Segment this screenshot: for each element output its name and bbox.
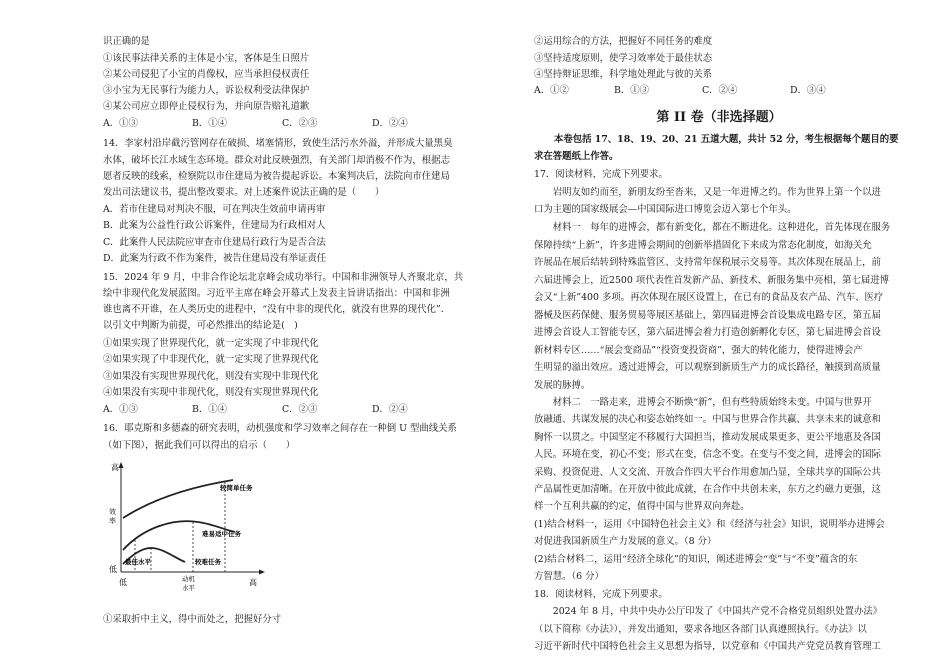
q17-text: 放融通、共谋发展的决心和姿态始终如一。中国与世界合作共赢、共享未来的诚意和 — [534, 414, 881, 425]
intro-line: 本卷包括 17、18、19、20、21 五道大题，共计 52 分，考生根据每个题目的要 — [554, 134, 899, 145]
q18-text: 2024 年 8 月，中共中央办公厅印发了《中国共产党不合格党员组织处置办法》 — [534, 606, 883, 617]
q17-text: 采购、投资促进、人文交流、开放合作四大平台作用愈加凸显，全球共享的国际公共 — [534, 467, 881, 478]
option-c: C．②③ — [282, 118, 318, 129]
y-top-label: 高 — [111, 463, 119, 472]
q17-text: 发展的脉搏。 — [534, 380, 591, 391]
q14-option: C．此案件人民法院应审查市住建局行政行为是否合法 — [103, 237, 326, 248]
option-d: D．②④ — [372, 118, 408, 129]
text-line: ②某公司侵犯了小宝的肖像权，应当承担侵权责任 — [103, 69, 310, 80]
curve-simple-label: 较简单任务 — [220, 484, 253, 492]
y-axis-arrow — [119, 462, 124, 468]
q17-subquestion: (2)结合材料二，运用“经济全球化”的知识，阐述进博会“变”与“不变”蕴含的东 — [534, 554, 858, 565]
q14-line: 14．李家村沿岸截污管网存在破损、堵塞情形，致使生活污水外溢，并形成大量黑臭 — [103, 138, 453, 149]
q15-line: 以引文中判断为前提，可必然推出的结论是( ) — [103, 320, 298, 331]
text-line: ①该民事法律关系的主体是小宝，客体是生日照片 — [103, 53, 310, 64]
q16-line: 16．耶克斯和多德森的研究表明，动机强度和学习效率之间存在一种倒 U 型曲线关系 — [103, 423, 457, 434]
curve-hard-label: 较难任务 — [195, 558, 221, 566]
q17-text: 材料一 每年的进博会，都有新变化，都在不断进化。这种进化，首先体现在服务 — [534, 222, 891, 233]
option-a: A．①③ — [103, 118, 138, 129]
x-left-label: 低 — [119, 578, 127, 587]
option-c: C．②④ — [702, 85, 738, 96]
q15-line: ①如果实现了世界现代化，就一定实现了中非现代化 — [103, 338, 319, 349]
yerkes-dodson-figure — [103, 460, 273, 595]
text-line: ②运用综合的方法，把握好不同任务的难度 — [534, 36, 713, 47]
option-a: A．①② — [534, 85, 569, 96]
curve-medium-label: 难易适中任务 — [202, 530, 241, 538]
q17-text: 样一个互利共赢的约定，值得中国与世界双向奔赴。 — [534, 501, 750, 512]
q15-line: ④如果没有实现中非现代化，则没有实现世界现代化 — [103, 387, 319, 398]
optimal-label: 最佳水平 — [125, 558, 151, 566]
y-axis-label: 效 — [109, 508, 116, 516]
q15-line: 15．2024 年 9 月，中非合作论坛北京峰会成功举行。中国和非洲领导人齐聚北京，共 — [103, 272, 464, 283]
q15-line: ③如果没有实现世界现代化，则没有实现中非现代化 — [103, 371, 319, 382]
text-line: ④坚持辩证思维，科学地处理此与彼的关系 — [534, 69, 713, 80]
curve-simple-task — [123, 480, 233, 518]
q17-subquestion: (1)结合材料一，运用《中国特色社会主义》和《经济与社会》知识，说明举办进博会 — [534, 519, 885, 530]
q17-text: 新材料专区……“展会变商品”“投资变投资商”，强大的转化能力，使得进博会产 — [534, 345, 863, 356]
q15-line: 谁也离不开谁，在人类历史的进程中，“没有中非的现代化，就没有世界的现代化”． — [103, 304, 451, 315]
q17-subquestion: 对促进我国新质生产力发展的意义。（8 分） — [534, 536, 717, 547]
q16-line: （如下图），据此我们可以得出的启示（ ） — [103, 440, 296, 451]
q13-options — [103, 118, 473, 130]
q15-options — [103, 404, 473, 416]
x-axis-arrow — [259, 570, 265, 575]
q14-line: 发出司法建议书，提出整改要求。对上述案件说法正确的是（ ） — [103, 187, 385, 198]
q17-subquestion: 方智慧。（6 分） — [534, 571, 604, 582]
text-line: 识正确的是 — [103, 36, 150, 47]
option-b: B．①④ — [192, 118, 228, 129]
q17-text: 材料二 一路走来，进博会不断焕“新”，但有些特质始终未变。中国与世界开 — [534, 397, 872, 408]
q16-options — [534, 85, 904, 97]
q17-text: 六届进博会上，近2500 项代表性首发新产品、新技术、新服务集中亮相，第七届进博 — [534, 275, 889, 286]
q15-line: 绘中非现代化发展蓝图。习近平主席在峰会开幕式上发表主旨讲话指出：中国和非洲 — [103, 288, 450, 299]
option-d: D．②④ — [372, 404, 408, 415]
q17-text: 器械及医药保健、服务贸易等展区基础上，第四届进博会首设集成电路专区，第五届 — [534, 310, 881, 321]
text-line: ③小宝为无民事行为能力人，诉讼权利受法律保护 — [103, 85, 310, 96]
q17-text: 胸怀一以贯之。中国坚定不移履行大国担当，推动发展成果更多、更公平地惠及各国 — [534, 432, 881, 443]
x-axis-label: 动机 — [182, 575, 195, 583]
option-c: C．②③ — [282, 404, 318, 415]
q14-line: 水体，破坏长江水域生态环境。群众对此反映强烈，有关部门却消极不作为，根据志 — [103, 155, 450, 166]
option-a: A．①③ — [103, 404, 138, 415]
q17-text: 生明显的溢出效应。透过进博会，可以观察到新质生产力的成长路径，触摸到高质量 — [534, 362, 881, 373]
x-right-label: 高 — [249, 578, 257, 587]
y-bottom-label: 低 — [109, 565, 117, 574]
q15-line: ②如果实现了中非现代化，就一定实现了世界现代化 — [103, 354, 319, 365]
intro-line: 求在答题纸上作答。 — [534, 151, 619, 162]
text-line: ①采取折中主义，得中而处之，把握好分寸 — [103, 614, 282, 625]
option-d: D．③④ — [790, 85, 826, 96]
q17-text: 保障持续“上新”，许多进博会期间的创新举措固化下来成为常态化制度，如海关允 — [534, 240, 872, 251]
q14-line: 愿者反映的线索，检察院以市住建局为被告提起诉讼。本案判决后，法院向市住建局 — [103, 171, 450, 182]
q17-text: 口为主题的国家级展会—中国国际进口博览会迈入第七个年头。 — [534, 204, 797, 215]
section-title: 第 II 卷（非选择题） — [656, 110, 782, 125]
q17-text: 人民。环境在变，初心不变；形式在变，信念不变。在变与不变之间，进博会的国际 — [534, 449, 881, 460]
option-b: B．①③ — [614, 85, 650, 96]
q17-text: 许展品在展后结转到特殊监管区、支持常年保税展示交易等。其次体现在展品上，前 — [534, 257, 881, 268]
option-b: B．①④ — [192, 404, 228, 415]
q18-heading: 18．阅读材料，完成下列要求。 — [534, 589, 668, 600]
q17-text: 岩明友如约而至，新朋友纷至沓来，又是一年进博之约。作为世界上第一个以进 — [534, 187, 881, 198]
q14-option: A．若市住建局对判决不服，可在判决生效前申请再审 — [103, 204, 326, 215]
text-line: ③坚持适度原则，使学习效率处于最佳状态 — [534, 53, 713, 64]
q14-option: B．此案为公益性行政公诉案件，住建局为行政相对人 — [103, 220, 326, 231]
y-axis-label: 率 — [109, 517, 116, 525]
q14-option: D．此案为行政不作为案件，被告住建局没有举证责任 — [103, 253, 327, 264]
q17-text: 产品属性更加清晰。在开放中彼此成就，在合作中共创未来，东方之约磁力更强，这 — [534, 484, 881, 495]
q18-text: 习近平新时代中国特色社会主义思想为指导，以党章和《中国共产党党员教育管理工 — [534, 641, 881, 652]
q17-heading: 17．阅读材料，完成下列要求。 — [534, 169, 668, 180]
q17-text: 进博会首设人工智能专区，第六届进博会着力打造创新孵化专区，第七届进博会首设 — [534, 327, 881, 338]
q18-text: （以下简称《办法》），并发出通知，要求各地区各部门认真遵照执行。《办法》以 — [534, 624, 867, 635]
x-axis-label: 水平 — [182, 584, 195, 592]
q17-text: 会又“上新”400 多项。再次体现在展区设置上，在已有的食品及农产品、汽车、医疗 — [534, 292, 884, 303]
text-line: ④某公司应立即停止侵权行为，并向原告赔礼道歉 — [103, 101, 310, 112]
